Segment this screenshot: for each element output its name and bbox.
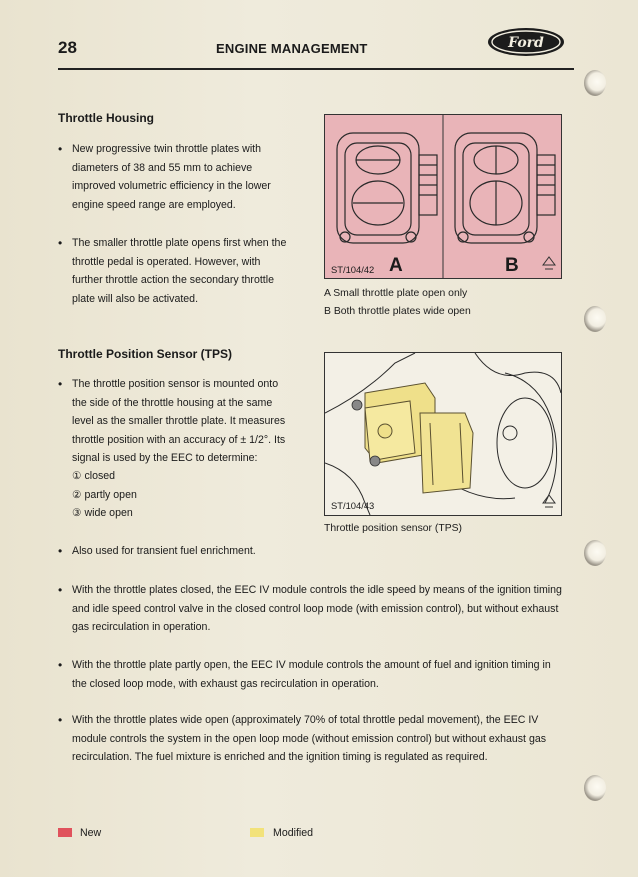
throttle-housing-drawing: [325, 115, 561, 278]
throttle-housing-heading: Throttle Housing: [58, 111, 154, 125]
binder-hole-icon: [584, 70, 606, 96]
binder-hole-icon: [584, 775, 606, 801]
tps-drawing: [325, 353, 561, 515]
svg-text:Ford: Ford: [508, 35, 544, 51]
legend-new-label: New: [80, 827, 102, 839]
binder-hole-icon: [584, 306, 606, 332]
throttle-housing-bullet-1: • New progressive twin throttle plates with diameters of 38 and 55 mm to achieve improved volumetric efficiency in the lower engine speed range are employed.: [58, 140, 322, 214]
page-title: ENGINE MANAGEMENT: [216, 41, 368, 56]
tps-item: ③ wide open: [72, 507, 133, 519]
tps-item: ② partly open: [72, 488, 137, 501]
body-paragraph-2: • With the throttle plate partly open, the EEC IV module controls the amount of fuel and ignition timing in the closed loop mode, with exhaust gas recirculation in operation.: [58, 656, 592, 693]
body-paragraph-3: • With the throttle plates wide open (approximately 70% of total throttle pedal movement), the EEC IV module controls the system in the open loop mode (without emission control) but without exhaust gas recirculation. The fuel mixture is enriched and the ignition timing is regulated as required.: [58, 711, 592, 767]
tps-item-list: [72, 467, 137, 523]
body-paragraph-1: • With the throttle plates closed, the EEC IV module controls the idle speed by means of the ignition timing and idle speed control valve in the closed control loop mode (with emission control), but without exhaust gas recirculation in operation.: [58, 581, 592, 637]
throttle-housing-figure: [324, 114, 562, 279]
ford-logo: [486, 26, 566, 58]
figure-label-b: B: [505, 255, 519, 276]
legend-modified-swatch: [250, 828, 264, 837]
tps-caption: Throttle position sensor (TPS): [324, 523, 463, 534]
tps-figure-code: ST/104/43: [331, 500, 375, 511]
corner-mark-icon: [543, 495, 555, 507]
page-number: 28: [58, 38, 77, 57]
legend-modified-label: Modified: [273, 827, 314, 839]
throttle-housing-bullet-2: • The smaller throttle plate opens first when the throttle pedal is operated. However, with further throttle action the secondary throttle plate will also be activated.: [58, 234, 322, 308]
tps-figure: [324, 352, 562, 516]
figure-label-a: A: [389, 255, 403, 276]
tps-heading: Throttle Position Sensor (TPS): [58, 347, 233, 361]
figure-code: ST/104/42: [331, 264, 375, 275]
throttle-housing-caption: A Small throttle plate open only B Both throttle plates wide open: [324, 288, 471, 317]
legend-new-swatch: [58, 828, 72, 837]
tps-item: ① closed: [72, 470, 116, 482]
tps-bullet-1: • The throttle position sensor is mounted onto the side of the throttle housing at the same level as the smaller throttle plate. It measures throttle position with an accuracy of ± 1/2°. Its signal is used by the EEC to determine:: [58, 375, 327, 468]
header-rule: [58, 68, 574, 70]
binder-hole-icon: [584, 540, 606, 566]
tps-bullet-2: • Also used for transient fuel enrichment.: [58, 542, 327, 561]
corner-mark-icon: [543, 257, 555, 269]
